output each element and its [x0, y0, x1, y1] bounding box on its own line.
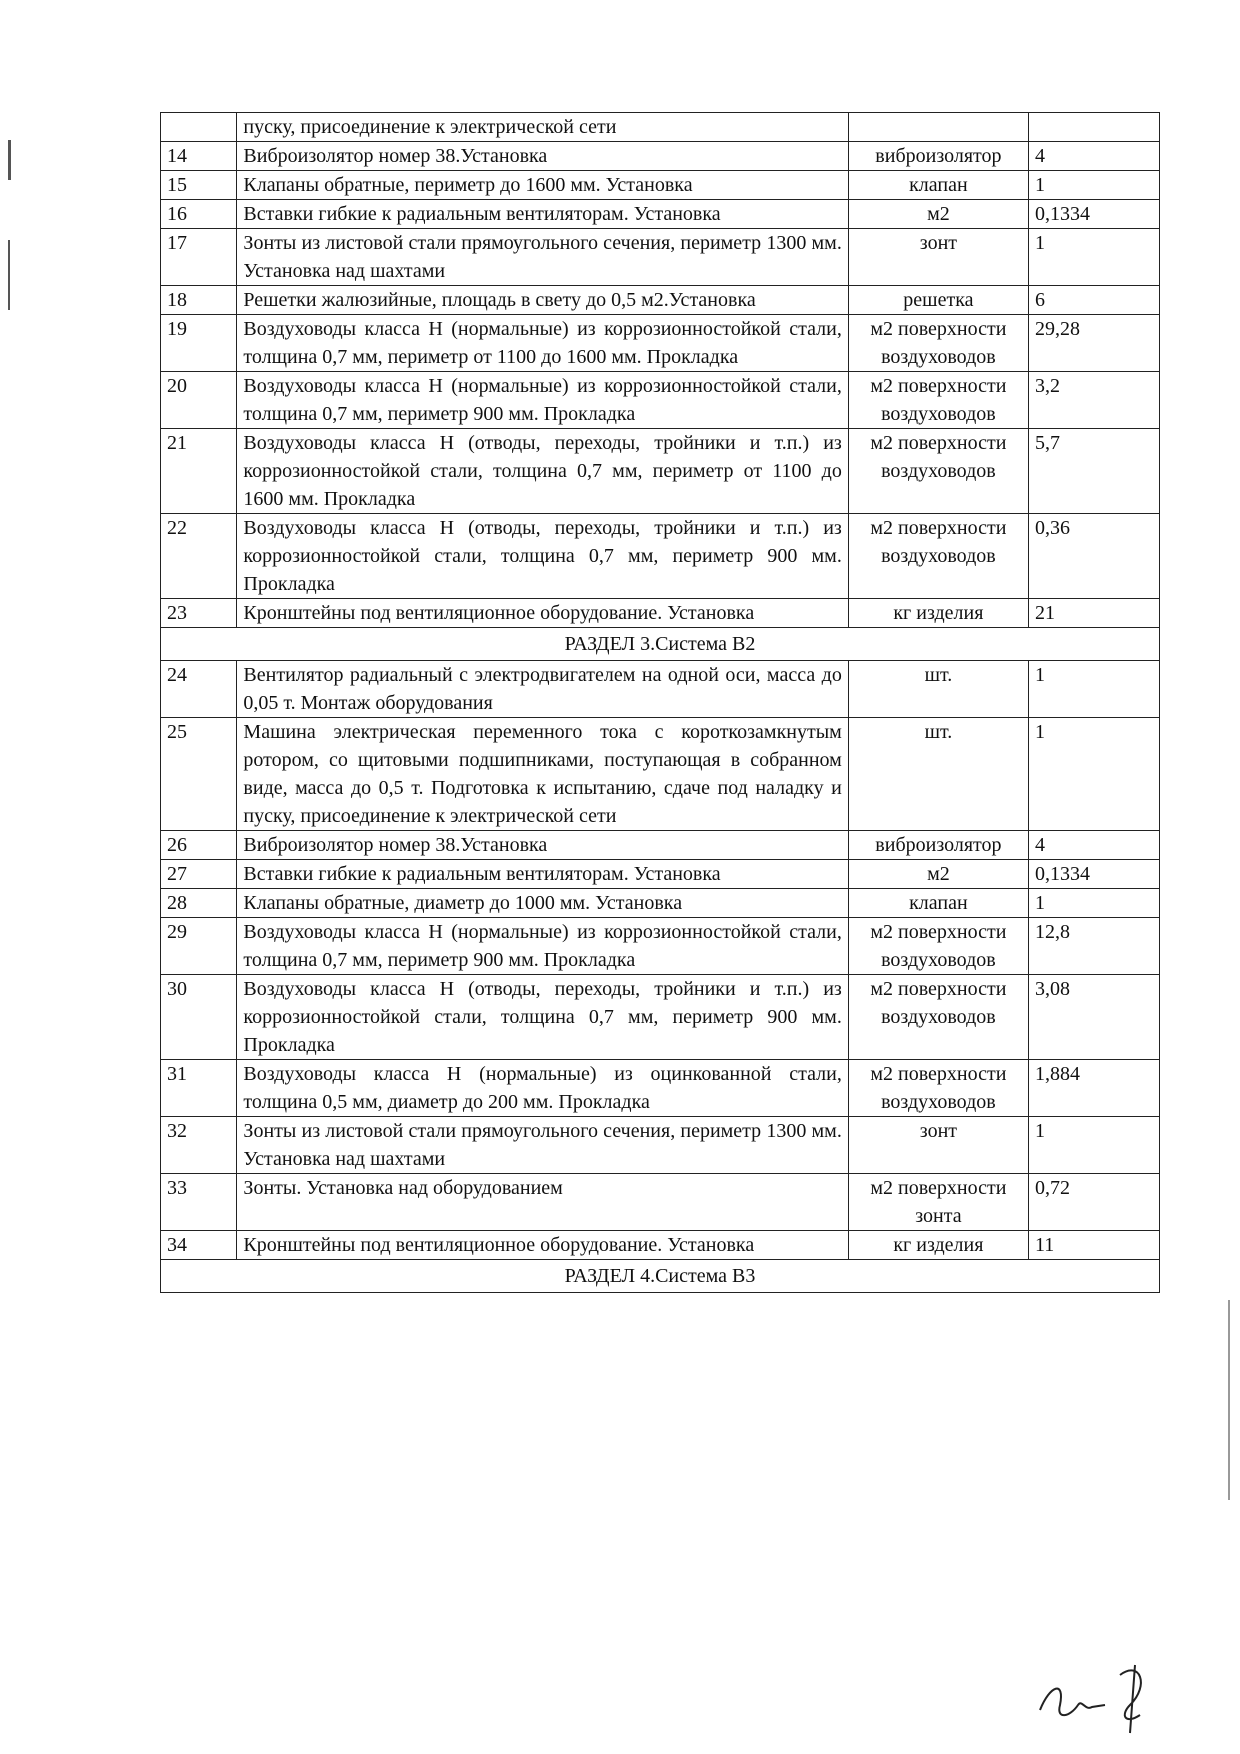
row-unit: м2 поверхности воздуховодов	[848, 372, 1028, 429]
row-number: 16	[161, 200, 237, 229]
row-description: Зонты. Установка над оборудованием	[237, 1174, 848, 1231]
row-unit: виброизолятор	[848, 142, 1028, 171]
section-4	[161, 1260, 1160, 1293]
row-unit: м2 поверхности воздуховодов	[848, 1060, 1028, 1117]
row-number: 23	[161, 599, 237, 628]
row-description: Вставки гибкие к радиальным вентиляторам. Установка	[237, 200, 848, 229]
margin-mark	[8, 240, 10, 310]
row-quantity: 3,08	[1028, 975, 1159, 1060]
row-description: Виброизолятор номер 38.Установка	[237, 142, 848, 171]
row-description: Клапаны обратные, диаметр до 1000 мм. Установка	[237, 889, 848, 918]
row-unit: шт.	[848, 661, 1028, 718]
row-number: 31	[161, 1060, 237, 1117]
row-description: Воздуховоды класса Н (отводы, переходы, тройники и т.п.) из коррозионностойкой стали, толщина 0,7 мм, периметр 900 мм. Прокладка	[237, 975, 848, 1060]
row-number: 14	[161, 142, 237, 171]
section-title: РАЗДЕЛ 4.Система В3	[161, 1260, 1160, 1293]
row-quantity: 1,884	[1028, 1060, 1159, 1117]
row-number: 17	[161, 229, 237, 286]
row-quantity: 6	[1028, 286, 1159, 315]
row-unit: кг изделия	[848, 599, 1028, 628]
row-quantity: 0,36	[1028, 514, 1159, 599]
row-number: 21	[161, 429, 237, 514]
row-number	[161, 113, 237, 142]
row-description: Вентилятор радиальный с электродвигателем на одной оси, масса до 0,05 т. Монтаж оборудования	[237, 661, 848, 718]
table-row	[161, 200, 1160, 229]
table-row	[161, 229, 1160, 286]
table-body-part1	[161, 113, 1160, 628]
row-number: 25	[161, 718, 237, 831]
signature-icon	[1030, 1655, 1180, 1735]
row-description: Кронштейны под вентиляционное оборудование. Установка	[237, 1231, 848, 1260]
row-unit: клапан	[848, 889, 1028, 918]
table-row	[161, 315, 1160, 372]
row-number: 22	[161, 514, 237, 599]
row-quantity: 1	[1028, 229, 1159, 286]
row-unit: м2 поверхности воздуховодов	[848, 315, 1028, 372]
table-row	[161, 1117, 1160, 1174]
row-quantity: 3,2	[1028, 372, 1159, 429]
section-3	[161, 628, 1160, 661]
section-row	[161, 628, 1160, 661]
row-unit: м2 поверхности воздуховодов	[848, 975, 1028, 1060]
row-quantity: 11	[1028, 1231, 1159, 1260]
row-description: Клапаны обратные, периметр до 1600 мм. Установка	[237, 171, 848, 200]
row-quantity: 21	[1028, 599, 1159, 628]
row-number: 19	[161, 315, 237, 372]
row-unit	[848, 113, 1028, 142]
row-number: 15	[161, 171, 237, 200]
row-unit: виброизолятор	[848, 831, 1028, 860]
margin-mark	[1228, 1300, 1230, 1500]
row-description: Воздуховоды класса Н (нормальные) из коррозионностойкой стали, толщина 0,7 мм, периметр 900 мм. Прокладка	[237, 918, 848, 975]
row-unit: м2 поверхности зонта	[848, 1174, 1028, 1231]
row-quantity: 12,8	[1028, 918, 1159, 975]
table-row	[161, 286, 1160, 315]
row-quantity: 4	[1028, 831, 1159, 860]
specification-table	[160, 112, 1160, 1293]
row-description: пуску, присоединение к электрической сети	[237, 113, 848, 142]
row-description: Вставки гибкие к радиальным вентиляторам. Установка	[237, 860, 848, 889]
section-row	[161, 1260, 1160, 1293]
row-unit: м2	[848, 200, 1028, 229]
table-row	[161, 831, 1160, 860]
row-unit: м2 поверхности воздуховодов	[848, 429, 1028, 514]
row-number: 24	[161, 661, 237, 718]
row-unit: зонт	[848, 1117, 1028, 1174]
row-quantity: 0,72	[1028, 1174, 1159, 1231]
row-number: 32	[161, 1117, 237, 1174]
table-row	[161, 171, 1160, 200]
row-quantity: 29,28	[1028, 315, 1159, 372]
table-row	[161, 889, 1160, 918]
row-description: Воздуховоды класса Н (нормальные) из коррозионностойкой стали, толщина 0,7 мм, периметр от 1100 до 1600 мм. Прокладка	[237, 315, 848, 372]
table-row	[161, 1060, 1160, 1117]
table-row	[161, 429, 1160, 514]
row-description: Машина электрическая переменного тока с короткозамкнутым ротором, со щитовыми подшипниками, поступающая в собранном виде, масса до 0,5 т. Подготовка к испытанию, сдаче под наладку и пуску, присоединение к электрической сети	[237, 718, 848, 831]
table-row	[161, 372, 1160, 429]
row-number: 29	[161, 918, 237, 975]
row-description: Зонты из листовой стали прямоугольного сечения, периметр 1300 мм. Установка над шахтами	[237, 229, 848, 286]
row-unit: м2 поверхности воздуховодов	[848, 918, 1028, 975]
row-unit: клапан	[848, 171, 1028, 200]
row-quantity: 0,1334	[1028, 860, 1159, 889]
table-row	[161, 718, 1160, 831]
margin-mark	[8, 140, 11, 180]
table-row	[161, 113, 1160, 142]
row-number: 34	[161, 1231, 237, 1260]
row-unit: кг изделия	[848, 1231, 1028, 1260]
table-row	[161, 514, 1160, 599]
row-unit: зонт	[848, 229, 1028, 286]
row-description: Воздуховоды класса Н (нормальные) из оцинкованной стали, толщина 0,5 мм, диаметр до 200 мм. Прокладка	[237, 1060, 848, 1117]
row-quantity: 1	[1028, 889, 1159, 918]
table-row	[161, 860, 1160, 889]
section-title: РАЗДЕЛ 3.Система В2	[161, 628, 1160, 661]
row-number: 30	[161, 975, 237, 1060]
row-unit: м2 поверхности воздуховодов	[848, 514, 1028, 599]
row-quantity: 1	[1028, 1117, 1159, 1174]
table-row	[161, 1231, 1160, 1260]
row-quantity: 5,7	[1028, 429, 1159, 514]
row-quantity: 1	[1028, 718, 1159, 831]
row-quantity: 4	[1028, 142, 1159, 171]
row-quantity: 1	[1028, 661, 1159, 718]
table-row	[161, 975, 1160, 1060]
table-body-part2	[161, 661, 1160, 1260]
row-unit: решетка	[848, 286, 1028, 315]
table-row	[161, 661, 1160, 718]
row-description: Зонты из листовой стали прямоугольного сечения, периметр 1300 мм. Установка над шахтами	[237, 1117, 848, 1174]
row-unit: шт.	[848, 718, 1028, 831]
row-number: 26	[161, 831, 237, 860]
row-quantity: 1	[1028, 171, 1159, 200]
row-description: Воздуховоды класса Н (отводы, переходы, тройники и т.п.) из коррозионностойкой стали, толщина 0,7 мм, периметр от 1100 до 1600 мм. Прокладка	[237, 429, 848, 514]
table-row	[161, 1174, 1160, 1231]
row-unit: м2	[848, 860, 1028, 889]
row-description: Виброизолятор номер 38.Установка	[237, 831, 848, 860]
row-number: 20	[161, 372, 237, 429]
row-quantity	[1028, 113, 1159, 142]
row-description: Воздуховоды класса Н (нормальные) из коррозионностойкой стали, толщина 0,7 мм, периметр 900 мм. Прокладка	[237, 372, 848, 429]
row-number: 18	[161, 286, 237, 315]
row-quantity: 0,1334	[1028, 200, 1159, 229]
row-description: Кронштейны под вентиляционное оборудование. Установка	[237, 599, 848, 628]
row-number: 28	[161, 889, 237, 918]
table-row	[161, 918, 1160, 975]
row-description: Воздуховоды класса Н (отводы, переходы, тройники и т.п.) из коррозионностойкой стали, толщина 0,7 мм, периметр 900 мм. Прокладка	[237, 514, 848, 599]
row-number: 33	[161, 1174, 237, 1231]
table-row	[161, 599, 1160, 628]
row-description: Решетки жалюзийные, площадь в свету до 0,5 м2.Установка	[237, 286, 848, 315]
table-row	[161, 142, 1160, 171]
row-number: 27	[161, 860, 237, 889]
